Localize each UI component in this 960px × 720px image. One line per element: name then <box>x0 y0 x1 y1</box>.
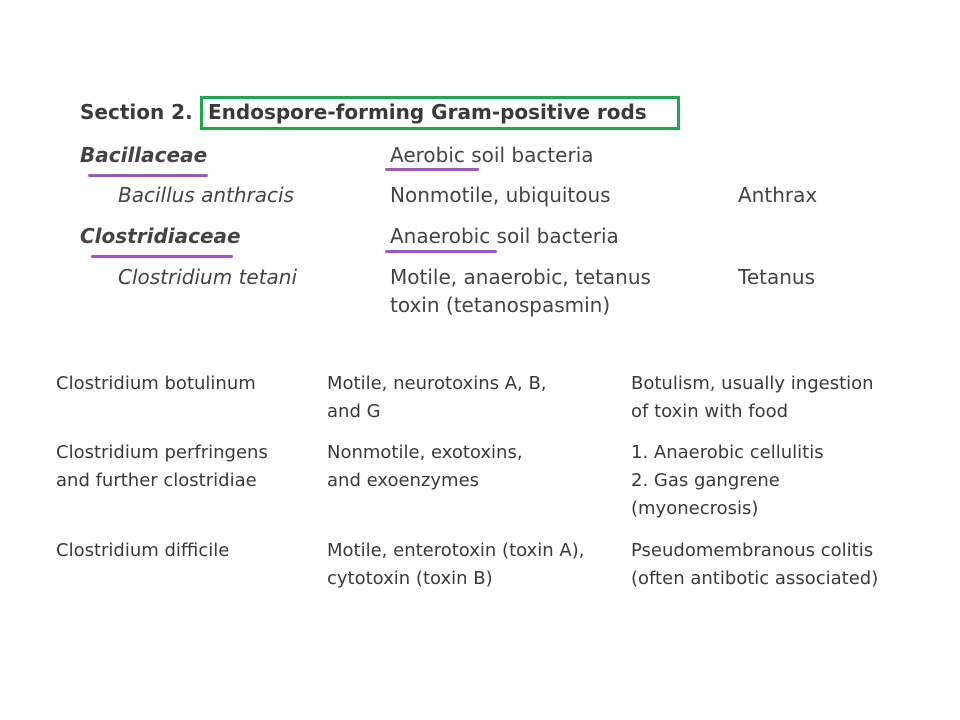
section-title: Endospore-forming Gram-positive rods <box>208 100 647 124</box>
species-disease: (myonecrosis) <box>631 498 759 519</box>
species-name-continuation: and further clostridiae <box>56 470 257 491</box>
species-description: Motile, anaerobic, tetanus <box>390 265 651 289</box>
description-underline <box>385 250 497 253</box>
species-disease: of toxin with food <box>631 401 789 422</box>
species-disease: Anthrax <box>738 183 818 207</box>
species-disease: Pseudomembranous colitis <box>631 540 874 561</box>
species-name: Clostridium tetani <box>118 265 298 289</box>
family-name: Bacillaceae <box>80 143 208 167</box>
species-description: Motile, neurotoxins A, B, <box>327 373 547 394</box>
family-name: Clostridiaceae <box>80 224 241 248</box>
family-underline <box>88 174 208 177</box>
species-name: Bacillus anthracis <box>118 183 294 207</box>
description-underline <box>385 168 479 171</box>
species-disease: (often antibotic associated) <box>631 568 879 589</box>
species-description: cytotoxin (toxin B) <box>327 568 493 589</box>
species-disease: 1. Anaerobic cellulitis <box>631 442 824 463</box>
species-description: Motile, enterotoxin (toxin A), <box>327 540 585 561</box>
family-description: Anaerobic soil bacteria <box>390 224 619 248</box>
species-description: Nonmotile, exotoxins, <box>327 442 523 463</box>
family-underline <box>91 255 233 258</box>
species-name: Clostridium perfringens <box>56 442 268 463</box>
species-description: and exoenzymes <box>327 470 480 491</box>
species-description: Nonmotile, ubiquitous <box>390 183 611 207</box>
species-disease: Tetanus <box>738 265 815 289</box>
species-description: toxin (tetanospasmin) <box>390 293 611 317</box>
species-description: and G <box>327 401 381 422</box>
species-disease: Botulism, usually ingestion <box>631 373 874 394</box>
section-number: Section 2. <box>80 100 193 124</box>
species-disease: 2. Gas gangrene <box>631 470 780 491</box>
species-name: Clostridium botulinum <box>56 373 256 394</box>
family-description: Aerobic soil bacteria <box>390 143 594 167</box>
species-name: Clostridium difficile <box>56 540 230 561</box>
